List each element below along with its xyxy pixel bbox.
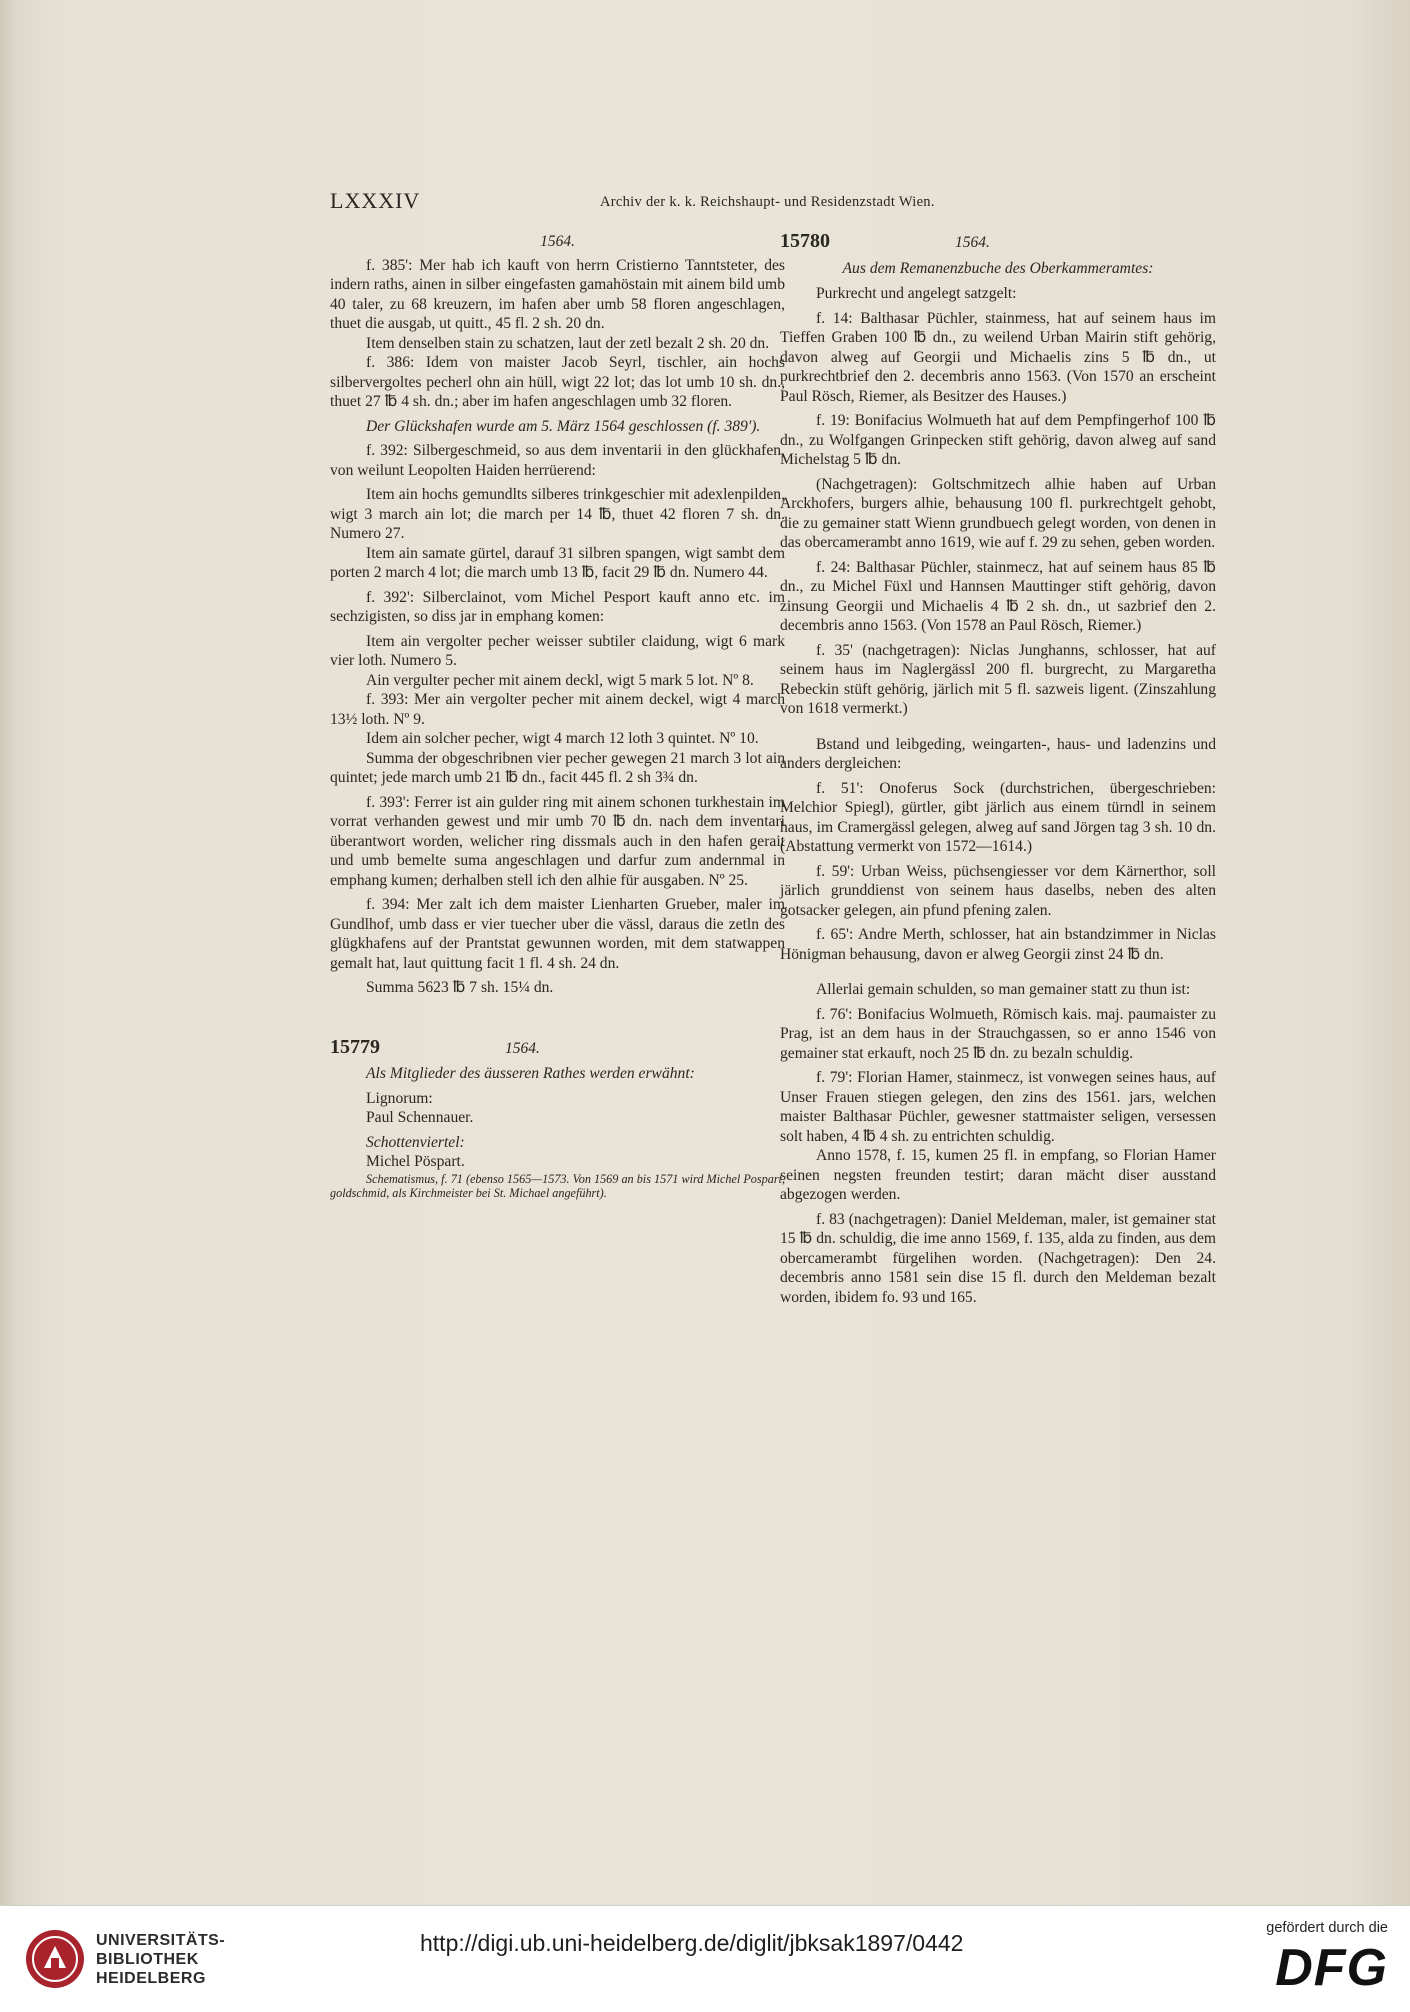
paragraph: Item denselben stain zu schatzen, laut der zetl bezalt 2 sh. 20 dn. (366, 334, 770, 352)
running-title: Archiv der k. k. Reichshaupt- und Residenzstadt Wien. (600, 194, 935, 210)
list-item: Michel Pöspart. (366, 1153, 465, 1170)
list-item: Lignorum: (366, 1089, 433, 1107)
paragraph: Der Glückshafen wurde am 5. März 1564 geschlossen (f. 389'). (366, 417, 761, 435)
paragraph: Anno 1578, f. 15, kumen 25 fl. in empfang, so Florian Hamer seinen negsten freunden testirt; daran mächt diser ausstand abgezogen werden. (780, 1147, 1216, 1203)
paragraph: f. 392': Silberclainot, vom Michel Pesport kauft anno etc. im sechzigisten, so diss jar in emphang komen: (330, 588, 785, 625)
paragraph: Allerlai gemain schulden, so man gemainer statt zu thun ist: (816, 981, 1191, 998)
paragraph: f. 394: Mer zalt ich dem maister Lienharten Grueber, maler im Gundlhof, umb dass er vier tuecher uber die vässl, daraus die zetln des glügkhafens auf der Prantstat gewunnen worden, mit dem statwappen gemalt hat, laut quittung facit 1 fl. 4 sh. 24 dn. (330, 896, 785, 972)
running-head (0, 188, 1410, 218)
paragraph: Summa der obgeschribnen vier pecher gewegen 21 march 3 lot ain quintet; jede march umb 21 ℔ dn., facit 445 fl. 2 sh 3¾ dn. (330, 749, 785, 786)
paragraph: f. 79': Florian Hamer, stainmecz, ist vonwegen seines haus, auf Unser Frauen stiegen gelegen, den zins des 1561. jars, welchen maister Balthasar Püchler, gewesner stattmaister seligen, versessen solt haben, 4 ℔ 4 sh. zu entrichten schuldig. (780, 1069, 1216, 1145)
sponsor-label: gefördert durch die (1266, 1920, 1388, 1936)
paragraph: f. 386: Idem von maister Jacob Seyrl, tischler, ain hochs silbervergoltes pecherl ohn ain hüll, wigt 22 lot; das lot umb 10 sh. dn., thuet 27 ℔ 4 sh. dn.; aber im hafen angeschlagen umb 32 floren. (330, 354, 785, 410)
permalink-url[interactable]: http://digi.ub.uni-heidelberg.de/diglit/jbksak1897/0442 (420, 1930, 964, 1956)
sponsor-block[interactable] (1238, 1920, 1388, 1996)
paragraph: f. 385': Mer hab ich kauft von herrn Cristierno Tanntsteter, des indern raths, ainen in silber eingefasten gamahöstain mit ainem bild umb 40 taler, zu 68 kreuzern, im hafen aber umb 58 floren angeschlagen, thuet die ausgab, ut quitt., 45 fl. 2 sh. 20 dn. (330, 256, 785, 332)
paragraph: (Nachgetragen): Goltschmitzech alhie haben auf Urban Arckhofers, burgers alhie, behausung 100 fl. purkrechtgelt gehobt, die zu gemainer statt Wienn grundbuech gelegt worden, von denen in das obercamerambt anno 1619, wie auf f. 29 zu sehen, geben worden. (780, 475, 1216, 551)
document-number: 15779 (330, 1035, 380, 1058)
paragraph: f. 65': Andre Merth, schlosser, hat ain bstandzimmer in Niclas Hönigman behausung, davon er alweg Georgii zinst 24 ℔ dn. (780, 926, 1216, 963)
dfg-logo: DFG (1275, 1939, 1388, 1997)
paragraph: Ain vergulter pecher mit ainem deckl, wigt 5 mark 5 lot. Nº 8. (366, 671, 754, 689)
paragraph: f. 35' (nachgetragen): Niclas Junghanns, schlosser, hat auf seinem haus im Naglergässl 200 fl. burgrecht, zu Margaretha Rebeckin stüft gehörig, järlich mit 5 fl. sazweis ligent. (Zinszahlung von 1618 vermerkt.) (780, 641, 1216, 717)
paragraph: f. 14: Balthasar Püchler, stainmess, hat auf seinem haus im Tieffen Graben 100 ℔ dn., zu weilend Urban Mairin stift gehörig, davon alweg auf Georgii und Michaelis zins 5 ℔ dn., ut purkrechtbrief den 2. decembris anno 1563. (Von 1570 an erscheint Paul Rösch, Riemer, als Besitzer des Hauses.) (780, 309, 1216, 405)
document-number: 15780 (780, 230, 830, 252)
footnote: Schematismus, f. 71 (ebenso 1565—1573. Von 1569 an bis 1571 wird Michel Pospart, goldschmid, als Kirchmeister bei St. Michael angeführt). (330, 1171, 785, 1200)
list-item: Paul Schennauer. (366, 1109, 474, 1126)
paragraph: f. 51': Onoferus Sock (durchstrichen, übergeschrieben: Melchior Spiegl), gürtler, gibt järlich aus einem türndl in seinem haus, im Cramergässl gelegen, alweg auf sand Jörgen tag 3 sh. 10 dn. (Abstattung vermerkt von 1572—1614.) (780, 779, 1216, 855)
paragraph: f. 83 (nachgetragen): Daniel Meldeman, maler, ist gemainer stat 15 ℔ dn. schuldig, die ime anno 1569, f. 135, alda zu finden, aus dem obercamerambt fürgelihen worden. (Nachgetragen): Den 24. decembris anno 1581 sein dise 15 fl. durch den Meldeman bezalt worden, ibidem fo. 93 und 165. (780, 1210, 1216, 1306)
paragraph: f. 393': Ferrer ist ain gulder ring mit ainem schonen turkhestain im vorrat verhanden gewest und mir umb 70 ℔ dn. nach dem inventari überantwort worden, welicher ring dissmals auch in den hafen gerait und umb bemelte suma angeschlagen und darfur zum andernmal in emphang kumen; derhalben stell ich den alhie für ausgaben. Nº 25. (330, 793, 785, 889)
paragraph: f. 19: Bonifacius Wolmueth hat auf dem Pempfingerhof 100 ℔ dn., zu Wolfgangen Grinpecken stift gehörig, davon alweg auf sand Michelstag 5 ℔ dn. (780, 412, 1216, 468)
paragraph: f. 76': Bonifacius Wolmueth, Römisch kais. maj. paumaister zu Prag, ist an dem haus in der Strauchgassen, so er anno 1546 von gemainer stat erkauft, noch 25 ℔ dn. zu bezaln schuldig. (780, 1005, 1216, 1062)
university-seal-icon (24, 1928, 86, 1990)
document-year: 1564. (955, 234, 990, 251)
paragraph: Bstand und leibgeding, weingarten-, haus- und ladenzins und anders dergleichen: (780, 735, 1216, 772)
document-subhead: Aus dem Remanenzbuche des Oberkammeramtes: (842, 259, 1154, 277)
university-library-logo[interactable] (24, 1928, 225, 1990)
paragraph: Idem ain solcher pecher, wigt 4 march 12 loth 3 quintet. Nº 10. (366, 730, 759, 747)
paragraph: Item ain hochs gemundlts silberes trinkgeschier mit adexlenpilden, wigt 3 march ain lot; die march per 14 ℔, thuet 42 floren 7 sh. dn. Numero 27. (330, 486, 785, 542)
institution-name (96, 1931, 225, 1988)
paragraph: Item ain samate gürtel, darauf 31 silbren spangen, wigt sambt dem porten 2 march 4 lot; die march umb 13 ℔, facit 29 ℔ dn. Numero 44. (330, 544, 785, 581)
year-heading: 1564. (540, 233, 575, 250)
paragraph: f. 392: Silbergeschmeid, so aus dem inventarii in den glückhafen, von weilunt Leopolten Haiden herrüerend: (330, 442, 785, 479)
page-number: LXXXIV (330, 188, 421, 213)
paragraph: f. 393: Mer ain vergolter pecher mit ainem deckel, wigt 4 march 13½ loth. Nº 9. (330, 691, 785, 728)
paragraph: Purkrecht und angelegt satzgelt: (816, 285, 1017, 302)
paragraph: Summa 5623 ℔ 7 sh. 15¼ dn. (366, 979, 554, 996)
institution-line: UNIVERSITÄTS- (96, 1931, 226, 1949)
paragraph: f. 59': Urban Weiss, püchsengiesser vor dem Kärnerthor, soll järlich grunddienst von seinem haus daselbs, neben des alten gotsacker gelegen, ain pfund pfening zalen. (780, 862, 1216, 919)
list-item: Schottenviertel: (366, 1133, 465, 1151)
institution-line: HEIDELBERG (96, 1969, 206, 1987)
institution-line: BIBLIOTHEK (96, 1950, 199, 1968)
right-column (780, 232, 1216, 1307)
document-header (330, 1035, 785, 1059)
document-subhead: Als Mitglieder des äusseren Rathes werden erwähnt: (366, 1065, 695, 1082)
paragraph: Item ain vergolter pecher weisser subtiler claidung, wigt 6 mark vier loth. Numero 5. (330, 632, 785, 669)
document-year: 1564. (505, 1039, 540, 1057)
viewer-footer (0, 1905, 1410, 2012)
left-column (330, 232, 785, 1200)
paragraph: f. 24: Balthasar Püchler, stainmecz, hat auf seinem haus 85 ℔ dn., zu Michel Füxl und Hannsen Mauttinger stift gehörig, davon zinsung Georgii und Michaelis 4 ℔ 2 sh. dn., ut sazbrief den 2. decembris anno 1563. (Von 1578 an Paul Rösch, Riemer.) (780, 558, 1216, 634)
document-header (780, 232, 1216, 253)
